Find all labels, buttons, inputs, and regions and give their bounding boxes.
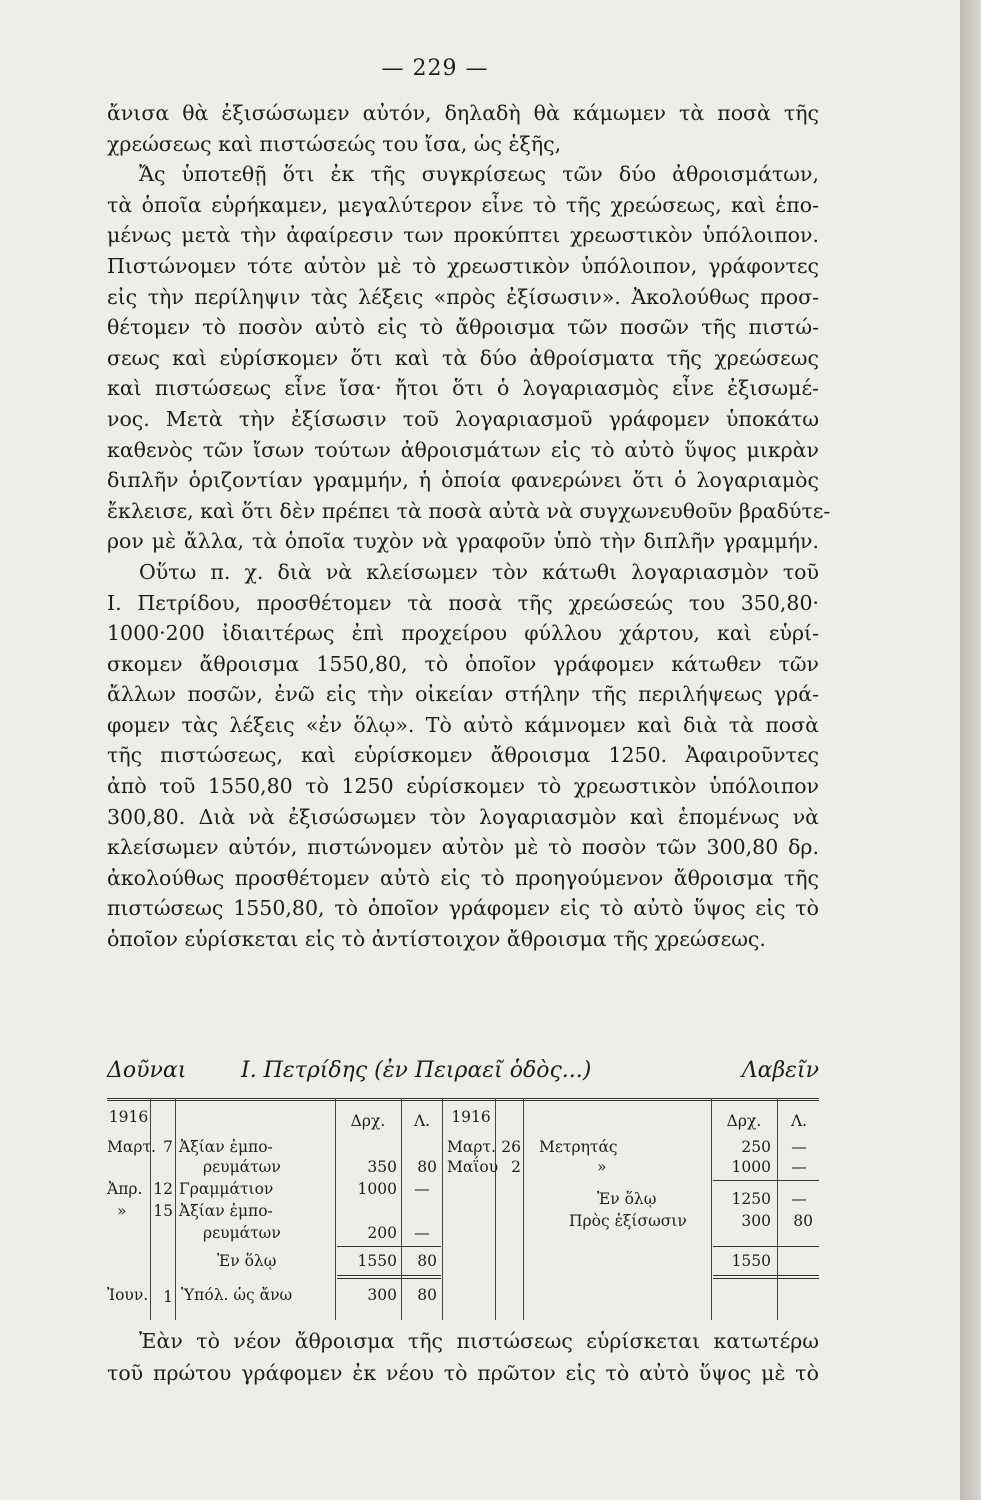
debit-day: 12: [153, 1180, 173, 1198]
credit-col-l: Λ.: [790, 1112, 808, 1130]
credit-double-rule: [713, 1275, 819, 1276]
credit-grand-total-drx: 1550: [731, 1252, 771, 1270]
text-line: ρον μὲ ἄλλα, τὰ ὁποῖα τυχὸν νὰ γραφοῦν ὑπὸ τὴν διπλῆν γραμμήν.: [107, 529, 819, 554]
debit-balance-drx: 300: [367, 1286, 397, 1304]
credit-balance-l: 80: [793, 1212, 813, 1230]
ledger-center-rule: [442, 1098, 443, 1320]
debit-total-drx: 1550: [357, 1252, 397, 1270]
debit-desc: Ἀξίαν ἐμπο-: [179, 1202, 273, 1220]
debit-balance-l: 80: [417, 1286, 437, 1304]
text-line: καθενὸς τῶν ἴσων τούτων ἀθροισμάτων εἰς τὸ αὐτὸ ὕψος μικρὰν: [107, 437, 819, 462]
credit-desc: Μετρητάς: [539, 1138, 618, 1156]
ledger-col-rule: [401, 1098, 402, 1320]
debit-month: Ἀπρ.: [107, 1180, 143, 1198]
debit-amount-l: —: [414, 1180, 430, 1198]
text-line: σκομεν ἄθροισμα 1550,80, τὸ ὁποῖον γράφομεν κάτωθεν τῶν: [107, 651, 819, 676]
text-line: χρεώσεως καὶ πιστώσεώς του ἴσα, ὡς ἑξῆς,: [107, 131, 562, 156]
text-line: Ἄς ὑποτεθῇ ὅτι ἐκ τῆς συγκρίσεως τῶν δύο ἀθροισμάτων,: [139, 162, 819, 187]
debit-balance-desc: Ὑπόλ. ὡς ἄνω: [181, 1286, 293, 1304]
ledger-debit-heading: Δοῦναι: [107, 1058, 187, 1083]
debit-month: Μαρτ.: [107, 1138, 156, 1156]
credit-amount-l: —: [791, 1138, 807, 1156]
text-line: κλείσωμεν αὐτόν, πιστώνομεν αὐτὸν μὲ τὸ ποσὸν τῶν 300,80 δρ.: [107, 835, 819, 860]
text-line: ἄνισα θὰ ἐξισώσωμεν αὐτόν, δηλαδὴ θὰ κάμωμεν τὰ ποσὰ τῆς: [107, 101, 819, 125]
ledger-col-rule: [335, 1098, 336, 1320]
credit-month: Μαΐου: [447, 1158, 499, 1176]
text-line: ἄλλων ποσῶν, ἐνῶ εἰς τὴν οἰκείαν στήλην τῆς περιλήψεως γρά-: [107, 682, 819, 707]
text-line: Ι. Πετρίδου, προσθέτομεν τὰ ποσὰ τῆς χρεώσεώς του 350,80·: [107, 590, 819, 615]
credit-sum-rule: [713, 1246, 819, 1247]
credit-amount-drx: 250: [741, 1138, 771, 1156]
credit-total-label: Ἐν ὅλῳ: [597, 1190, 657, 1208]
debit-amount-l: —: [414, 1224, 430, 1242]
debit-double-rule: [337, 1275, 441, 1276]
page-number: — 229 —: [381, 56, 489, 81]
debit-sum-rule: [337, 1246, 441, 1247]
debit-amount-drx: 1000: [357, 1180, 397, 1198]
ledger-col-rule: [495, 1098, 496, 1320]
body-text: [107, 98, 831, 955]
debit-col-l: Λ.: [413, 1112, 431, 1130]
ledger-top-rule: [107, 1100, 819, 1101]
debit-total-l: 80: [417, 1252, 437, 1270]
ledger-top-rule: [107, 1098, 819, 1099]
text-line: τῆς πιστώσεως, καὶ εὑρίσκομεν ἄθροισμα 1250. Ἀφαιροῦντες: [107, 743, 819, 768]
credit-amount-drx: 1000: [731, 1158, 771, 1176]
text-line: διπλῆν ὁριζοντίαν γραμμήν, ἡ ὁποία φανερώνει ὅτι ὁ λογαριαμὸς: [107, 468, 819, 493]
text-line: Ἐὰν τὸ νέον ἄθροισμα τῆς πιστώσεως εὑρίσκεται κατωτέρω: [139, 1329, 819, 1353]
ledger-col-rule: [523, 1098, 524, 1320]
text-line: εἰς τὴν περίληψιν τὰς λέξεις «πρὸς ἐξίσωσιν». Ἀκολούθως προσ-: [107, 284, 819, 309]
text-line: τὰ ὁποῖα εὑρήκαμεν, μεγαλύτερον εἶνε τὸ τῆς χρεώσεως, καὶ ἑπο-: [107, 192, 819, 217]
debit-month: Ἰουν.: [107, 1286, 149, 1304]
credit-total-l: —: [791, 1190, 807, 1208]
debit-amount-drx: 350: [367, 1158, 397, 1176]
credit-total-drx: 1250: [731, 1190, 771, 1208]
text-line: τοῦ πρώτου γράφομεν ἐκ νέου τὸ πρῶτον εἰς τὸ αὐτὸ ὕψος μὲ τὸ: [107, 1361, 819, 1385]
text-line: Πιστώνομεν τότε αὐτὸν μὲ τὸ χρεωστικὸν ὑπόλοιπον, γράφοντες: [107, 253, 819, 278]
debit-day: 7: [163, 1138, 173, 1156]
debit-desc: Γραμμάτιον: [179, 1180, 274, 1198]
text-line: θέτομεν τὸ ποσὸν αὐτὸ εἰς τὸ ἄθροισμα τῶν ποσῶν τῆς πιστώ-: [107, 315, 819, 340]
debit-amount-l: 80: [417, 1158, 437, 1176]
credit-day: 26: [501, 1138, 521, 1156]
debit-year: 1916: [108, 1108, 149, 1126]
debit-day: 15: [153, 1202, 173, 1220]
text-line: φομεν τὰς λέξεις «ἐν ὅλῳ». Τὸ αὐτὸ κάμνομεν καὶ διὰ τὰ ποσὰ: [107, 712, 819, 737]
page-edge: [960, 0, 981, 1500]
text-line: πιστώσεως 1550,80, τὸ ὁποῖον γράφομεν εἰς τὸ αὐτὸ ὕψος εἰς τὸ: [107, 896, 819, 921]
text-line: μένως μετὰ τὴν ἀφαίρεσιν των προκύπτει χρεωστικὸν ὑπόλοιπον.: [107, 223, 819, 248]
debit-desc: Ἀξίαν ἐμπο-: [179, 1138, 273, 1156]
debit-desc: ρευμάτων: [203, 1224, 281, 1242]
text-line: 1000·200 ἰδιαιτέρως ἐπὶ προχείρου φύλλου χάρτου, καὶ εὑρί-: [107, 621, 819, 646]
ledger-col-rule: [175, 1098, 176, 1320]
debit-month: »: [117, 1202, 127, 1220]
text-line: ἔκλεισε, καὶ ὅτι δὲν πρέπει τὰ ποσὰ αὐτὰ νὰ συγχωνευθοῦν βραδύτε-: [107, 498, 831, 523]
ledger-table: [107, 1098, 819, 1320]
ledger-col-rule: [777, 1098, 778, 1320]
text-line: Οὕτω π. χ. διὰ νὰ κλείσωμεν τὸν κάτωθι λογαριασμὸν τοῦ: [139, 559, 819, 584]
text-line: καὶ πιστώσεως εἶνε ἴσα· ἤτοι ὅτι ὁ λογαριασμὸς εἶνε ἐξισωμέ-: [107, 376, 819, 401]
debit-total-label: Ἐν ὅλῳ: [217, 1252, 277, 1270]
debit-amount-drx: 200: [367, 1224, 397, 1242]
text-line: 300,80. Διὰ νὰ ἐξισώσωμεν τὸν λογαριασμὸν καὶ ἑπομένως νὰ: [107, 804, 819, 829]
credit-sum-rule: [713, 1180, 819, 1181]
text-line: νος. Μετὰ τὴν ἐξίσωσιν τοῦ λογαριασμοῦ γράφομεν ὑποκάτω: [107, 406, 819, 431]
ledger-col-rule: [711, 1098, 712, 1320]
credit-col-drx: Δρχ.: [726, 1112, 762, 1130]
credit-balance-desc: Πρὸς ἐξίσωσιν: [569, 1212, 687, 1230]
debit-desc: ρευμάτων: [203, 1158, 281, 1176]
text-line: ὁποῖον εὑρίσκεται εἰς τὸ ἀντίστοιχον ἄθροισμα τῆς χρεώσεως.: [107, 927, 766, 952]
credit-double-rule: [713, 1278, 819, 1279]
debit-col-drx: Δρχ.: [350, 1112, 386, 1130]
text-line: ἀπὸ τοῦ 1550,80 τὸ 1250 εὑρίσκομεν τὸ χρεωστικὸν ὑπόλοιπον: [107, 774, 819, 799]
text-line: ἀκολούθως προσθέτομεν αὐτὸ εἰς τὸ προηγούμενον ἄθροισμα τῆς: [107, 865, 819, 890]
credit-amount-l: —: [791, 1158, 807, 1176]
debit-day: 1: [163, 1288, 173, 1306]
credit-year: 1916: [451, 1108, 491, 1126]
credit-day: 2: [511, 1158, 521, 1176]
ledger-account-name: Ι. Πετρίδης (ἐν Πειραεῖ ὁδὸς...): [241, 1058, 592, 1083]
debit-double-rule: [337, 1278, 441, 1279]
text-line: σεως καὶ εὑρίσκομεν ὅτι καὶ τὰ δύο ἀθροίσματα τῆς χρεώσεως: [107, 345, 819, 370]
credit-desc: »: [597, 1158, 607, 1176]
credit-balance-drx: 300: [741, 1212, 771, 1230]
ledger-credit-heading: Λαβεῖν: [741, 1058, 819, 1083]
body-text-continued: [107, 1325, 819, 1389]
credit-month: Μαρτ.: [447, 1138, 496, 1156]
